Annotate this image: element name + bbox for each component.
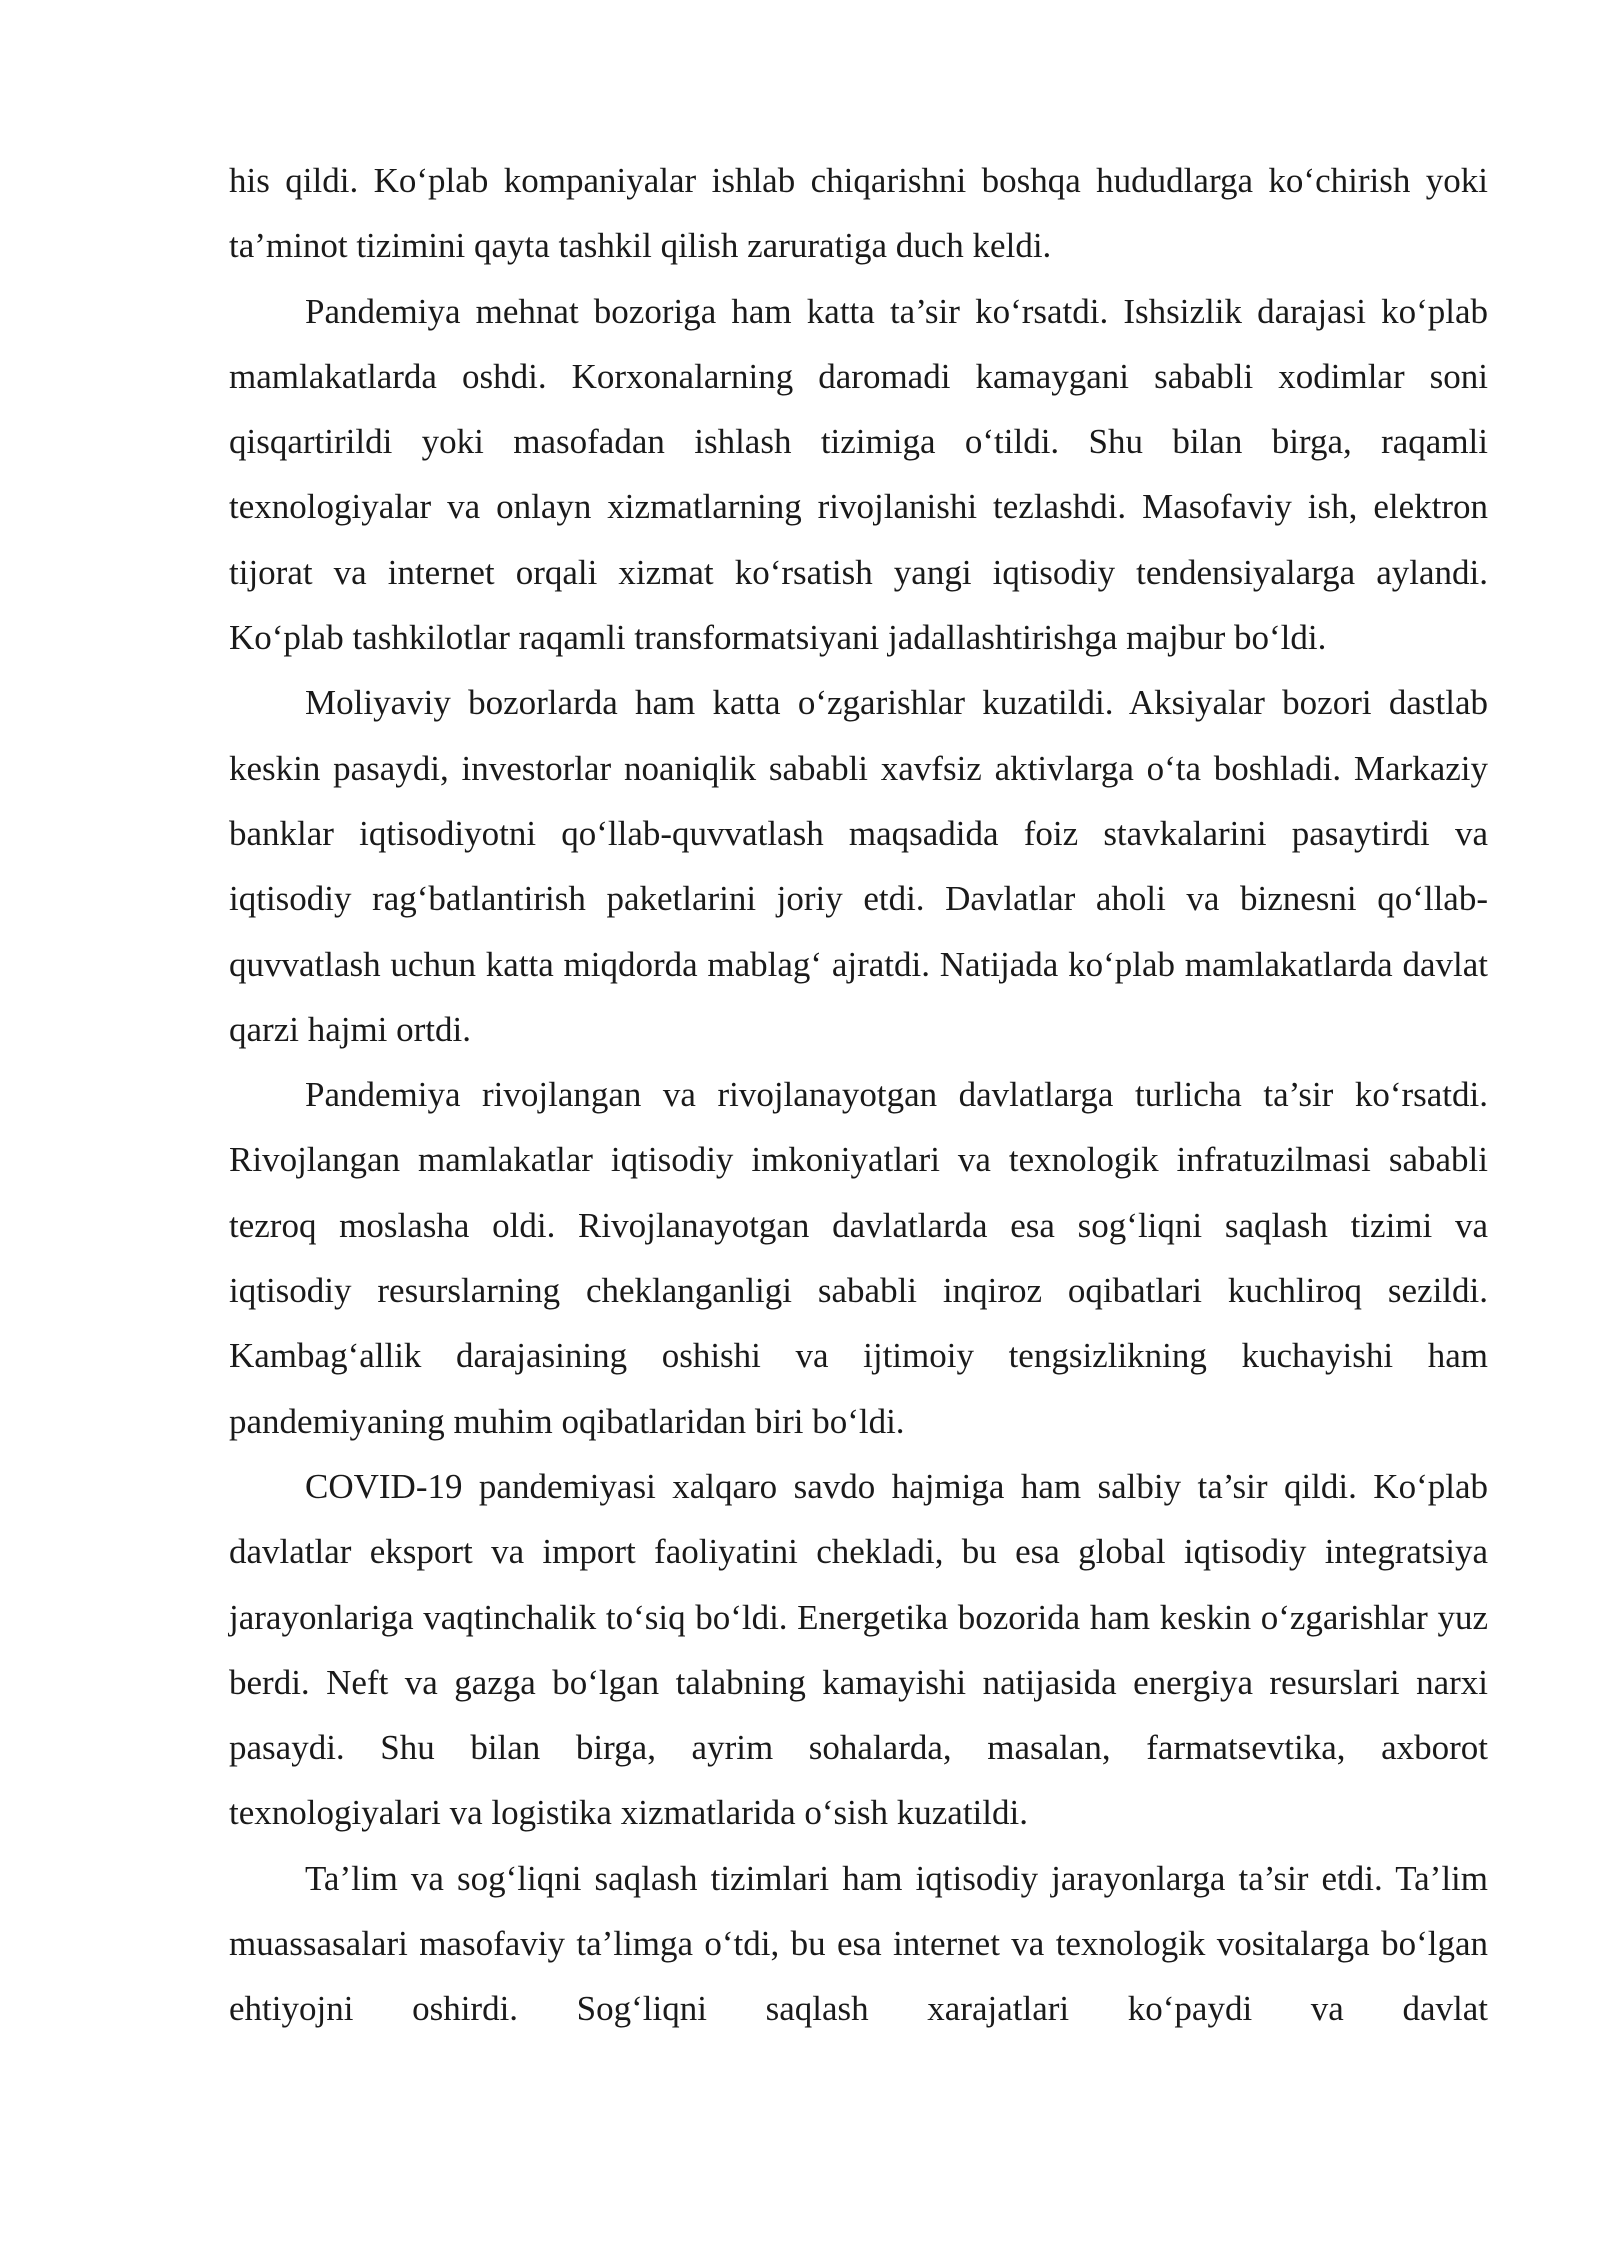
document-body [229, 148, 1488, 2042]
paragraph-labor-market: Pandemiya mehnat bozoriga ham katta ta’sir ko‘rsatdi. Ishsizlik darajasi ko‘plab mamlakatlarda oshdi. Korxonalarning daromadi kamaygani sababli xodimlar soni qisqartirildi yoki masofadan ishlash tizimiga o‘tildi. Shu bilan birga, raqamli texnologiyalar va onlayn xizmatlarning rivojlanishi tezlashdi. Masofaviy ish, elektron tijorat va internet orqali xizmat ko‘rsatish yangi iqtisodiy tendensiyalarga aylandi. Ko‘plab tashkilotlar raqamli transformatsiyani jadallashtirishga majbur bo‘ldi. [229, 291, 1488, 658]
paragraph-developed-developing: Pandemiya rivojlangan va rivojlanayotgan davlatlarga turlicha ta’sir ko‘rsatdi. Rivojlangan mamlakatlar iqtisodiy imkoniyatlari va texnologik infratuzilmasi sababli tezroq moslasha oldi. Rivojlanayotgan davlatlarda esa sog‘liqni saqlash tizimi va iqtisodiy resurslarning cheklanganligi sababli inqiroz oqibatlari kuchliroq sezildi. Kambag‘allik darajasining oshishi va ijtimoiy tengsizlikning kuchayishi ham pandemiyaning muhim oqibatlaridan biri bo‘ldi. [229, 1075, 1488, 1441]
paragraph-financial-markets: Moliyaviy bozorlarda ham katta o‘zgarishlar kuzatildi. Aksiyalar bozori dastlab keskin pasaydi, investorlar noaniqlik sababli xavfsiz aktivlarga o‘ta boshladi. Markaziy banklar iqtisodiyotni qo‘llab-quvvatlash maqsadida foiz stavkalarini pasaytirdi va iqtisodiy rag‘batlantirish paketlarini joriy etdi. Davlatlar aholi va biznesni qo‘llab-quvvatlash uchun katta miqdorda mablag‘ ajratdi. Natijada ko‘plab mamlakatlarda davlat qarzi hajmi ortdi. [229, 683, 1488, 1049]
paragraph-international-trade: COVID-19 pandemiyasi xalqaro savdo hajmiga ham salbiy ta’sir qildi. Ko‘plab davlatlar eksport va import faoliyatini chekladi, bu esa global iqtisodiy integratsiya jarayonlariga vaqtinchalik to‘siq bo‘ldi. Energetika bozorida ham keskin o‘zgarishlar yuz berdi. Neft va gazga bo‘lgan talabning kamayishi natijasida energiya resurslari narxi pasaydi. Shu bilan birga, ayrim sohalarda, masalan, farmatsevtika, axborot texnologiyalari va logistika xizmatlarida o‘sish kuzatildi. [229, 1466, 1488, 1833]
paragraph-education-health: Ta’lim va sog‘liqni saqlash tizimlari ham iqtisodiy jarayonlarga ta’sir etdi. Ta’lim muassasalari masofaviy ta’limga o‘tdi, bu esa internet va texnologik vositalarga bo‘lgan ehtiyojni oshirdi. Sog‘liqni saqlash xarajatlari ko‘paydi va davlat [229, 1858, 1488, 2029]
paragraph-continued: his qildi. Ko‘plab kompaniyalar ishlab chiqarishni boshqa hududlarga ko‘chirish yoki ta’minot tizimini qayta tashkil qilish zaruratiga duch keldi. [229, 161, 1488, 266]
